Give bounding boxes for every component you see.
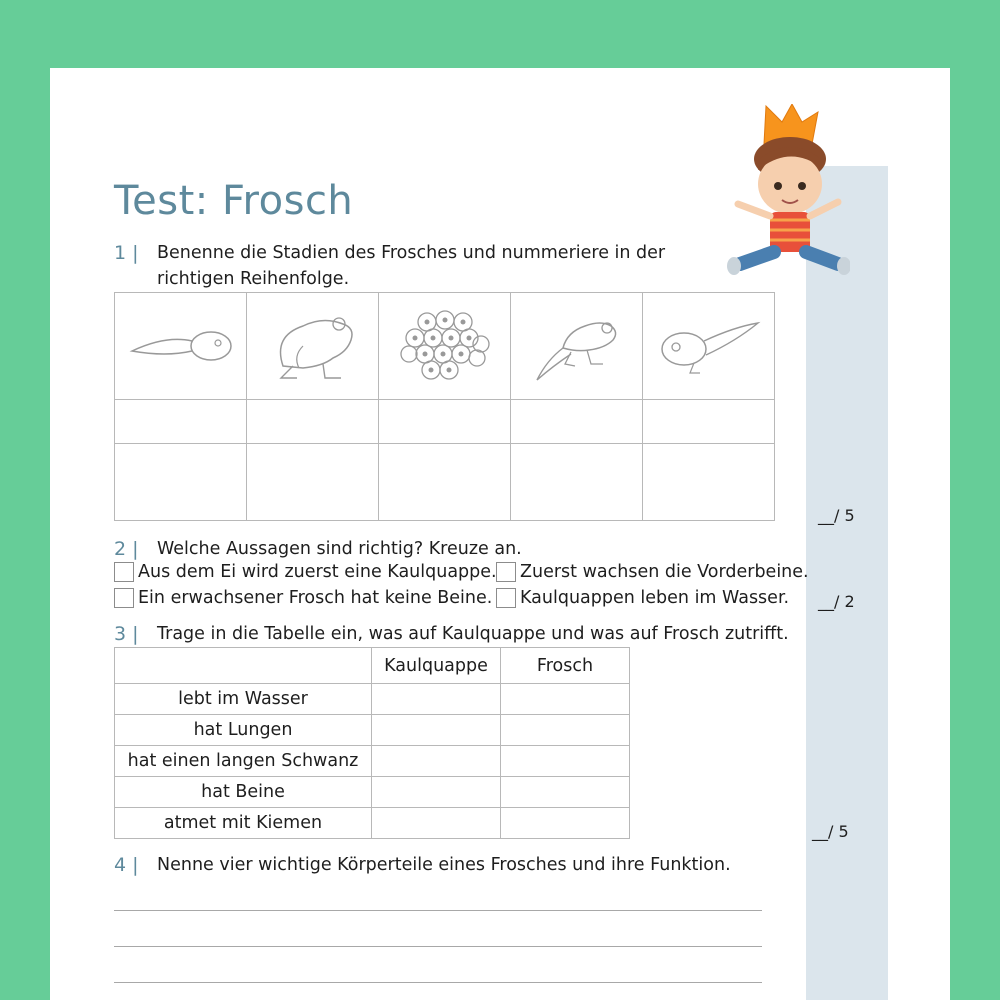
- option-1[interactable]: [114, 562, 497, 582]
- frog-eggs-icon: [397, 308, 493, 384]
- option-4[interactable]: [496, 588, 789, 608]
- stage-number-cell[interactable]: [247, 444, 379, 521]
- stage-cell-5: [643, 293, 775, 400]
- tadpole-icon: [126, 321, 236, 371]
- stage-cell-1: [115, 293, 247, 400]
- stage-cell-4: [511, 293, 643, 400]
- answer-cell[interactable]: [501, 808, 630, 839]
- question-1-number: 1 |: [114, 242, 139, 264]
- answer-line[interactable]: [114, 982, 762, 983]
- option-2[interactable]: [496, 562, 809, 582]
- question-4-number: 4 |: [114, 854, 139, 876]
- worksheet: [50, 68, 950, 1000]
- froglet-icon: [527, 308, 627, 384]
- answer-cell[interactable]: [372, 746, 501, 777]
- option-label: Ein erwachsener Frosch hat keine Beine.: [138, 588, 493, 608]
- stage-number-cell[interactable]: [115, 444, 247, 521]
- header-empty: [115, 648, 372, 684]
- question-1-text-line2: richtigen Reihenfolge.: [157, 269, 350, 289]
- answer-line[interactable]: [114, 946, 762, 947]
- checkbox[interactable]: [114, 562, 134, 582]
- answer-cell[interactable]: [501, 715, 630, 746]
- stage-name-cell[interactable]: [511, 400, 643, 444]
- question-4-text: Nenne vier wichtige Körperteile eines Frosches und ihre Funktion.: [157, 855, 731, 875]
- answer-cell[interactable]: [501, 746, 630, 777]
- answer-cell[interactable]: [501, 777, 630, 808]
- stage-name-cell[interactable]: [643, 400, 775, 444]
- question-1-score: __/ 5: [818, 506, 855, 525]
- stage-number-cell[interactable]: [511, 444, 643, 521]
- answer-line[interactable]: [114, 910, 762, 911]
- row-label: hat Lungen: [115, 715, 372, 746]
- stage-number-cell[interactable]: [643, 444, 775, 521]
- stages-table: [114, 292, 775, 521]
- stage-name-cell[interactable]: [247, 400, 379, 444]
- question-2-score: __/ 2: [818, 592, 855, 611]
- question-3-text: Trage in die Tabelle ein, was auf Kaulquappe und was auf Frosch zutrifft.: [157, 624, 789, 644]
- question-3-number: 3 |: [114, 623, 139, 645]
- checkbox[interactable]: [496, 588, 516, 608]
- option-label: Zuerst wachsen die Vorderbeine.: [520, 562, 809, 582]
- kid-with-crown-illustration: [720, 104, 850, 314]
- frog-icon: [263, 306, 363, 386]
- answer-cell[interactable]: [372, 684, 501, 715]
- answer-cell[interactable]: [372, 715, 501, 746]
- young-tadpole-icon: [654, 311, 764, 381]
- checkbox[interactable]: [114, 588, 134, 608]
- row-label: atmet mit Kiemen: [115, 808, 372, 839]
- header-frosch: Frosch: [501, 648, 630, 684]
- stage-cell-3: [379, 293, 511, 400]
- stage-cell-2: [247, 293, 379, 400]
- question-1-text-line1: Benenne die Stadien des Frosches und nummeriere in der: [157, 243, 666, 263]
- stage-name-cell[interactable]: [115, 400, 247, 444]
- question-2-text: Welche Aussagen sind richtig? Kreuze an.: [157, 539, 522, 559]
- answer-cell[interactable]: [372, 777, 501, 808]
- answer-cell[interactable]: [501, 684, 630, 715]
- row-label: hat einen langen Schwanz: [115, 746, 372, 777]
- row-label: hat Beine: [115, 777, 372, 808]
- option-label: Kaulquappen leben im Wasser.: [520, 588, 790, 608]
- option-label: Aus dem Ei wird zuerst eine Kaulquappe.: [138, 562, 497, 582]
- row-label: lebt im Wasser: [115, 684, 372, 715]
- page-title: Test: Frosch: [114, 178, 354, 224]
- checkbox[interactable]: [496, 562, 516, 582]
- stage-number-cell[interactable]: [379, 444, 511, 521]
- option-3[interactable]: [114, 588, 492, 608]
- question-3-score: __/ 5: [812, 822, 849, 841]
- stage-name-cell[interactable]: [379, 400, 511, 444]
- answer-cell[interactable]: [372, 808, 501, 839]
- header-kaulquappe: Kaulquappe: [372, 648, 501, 684]
- comparison-table: [114, 647, 630, 839]
- question-2-number: 2 |: [114, 538, 139, 560]
